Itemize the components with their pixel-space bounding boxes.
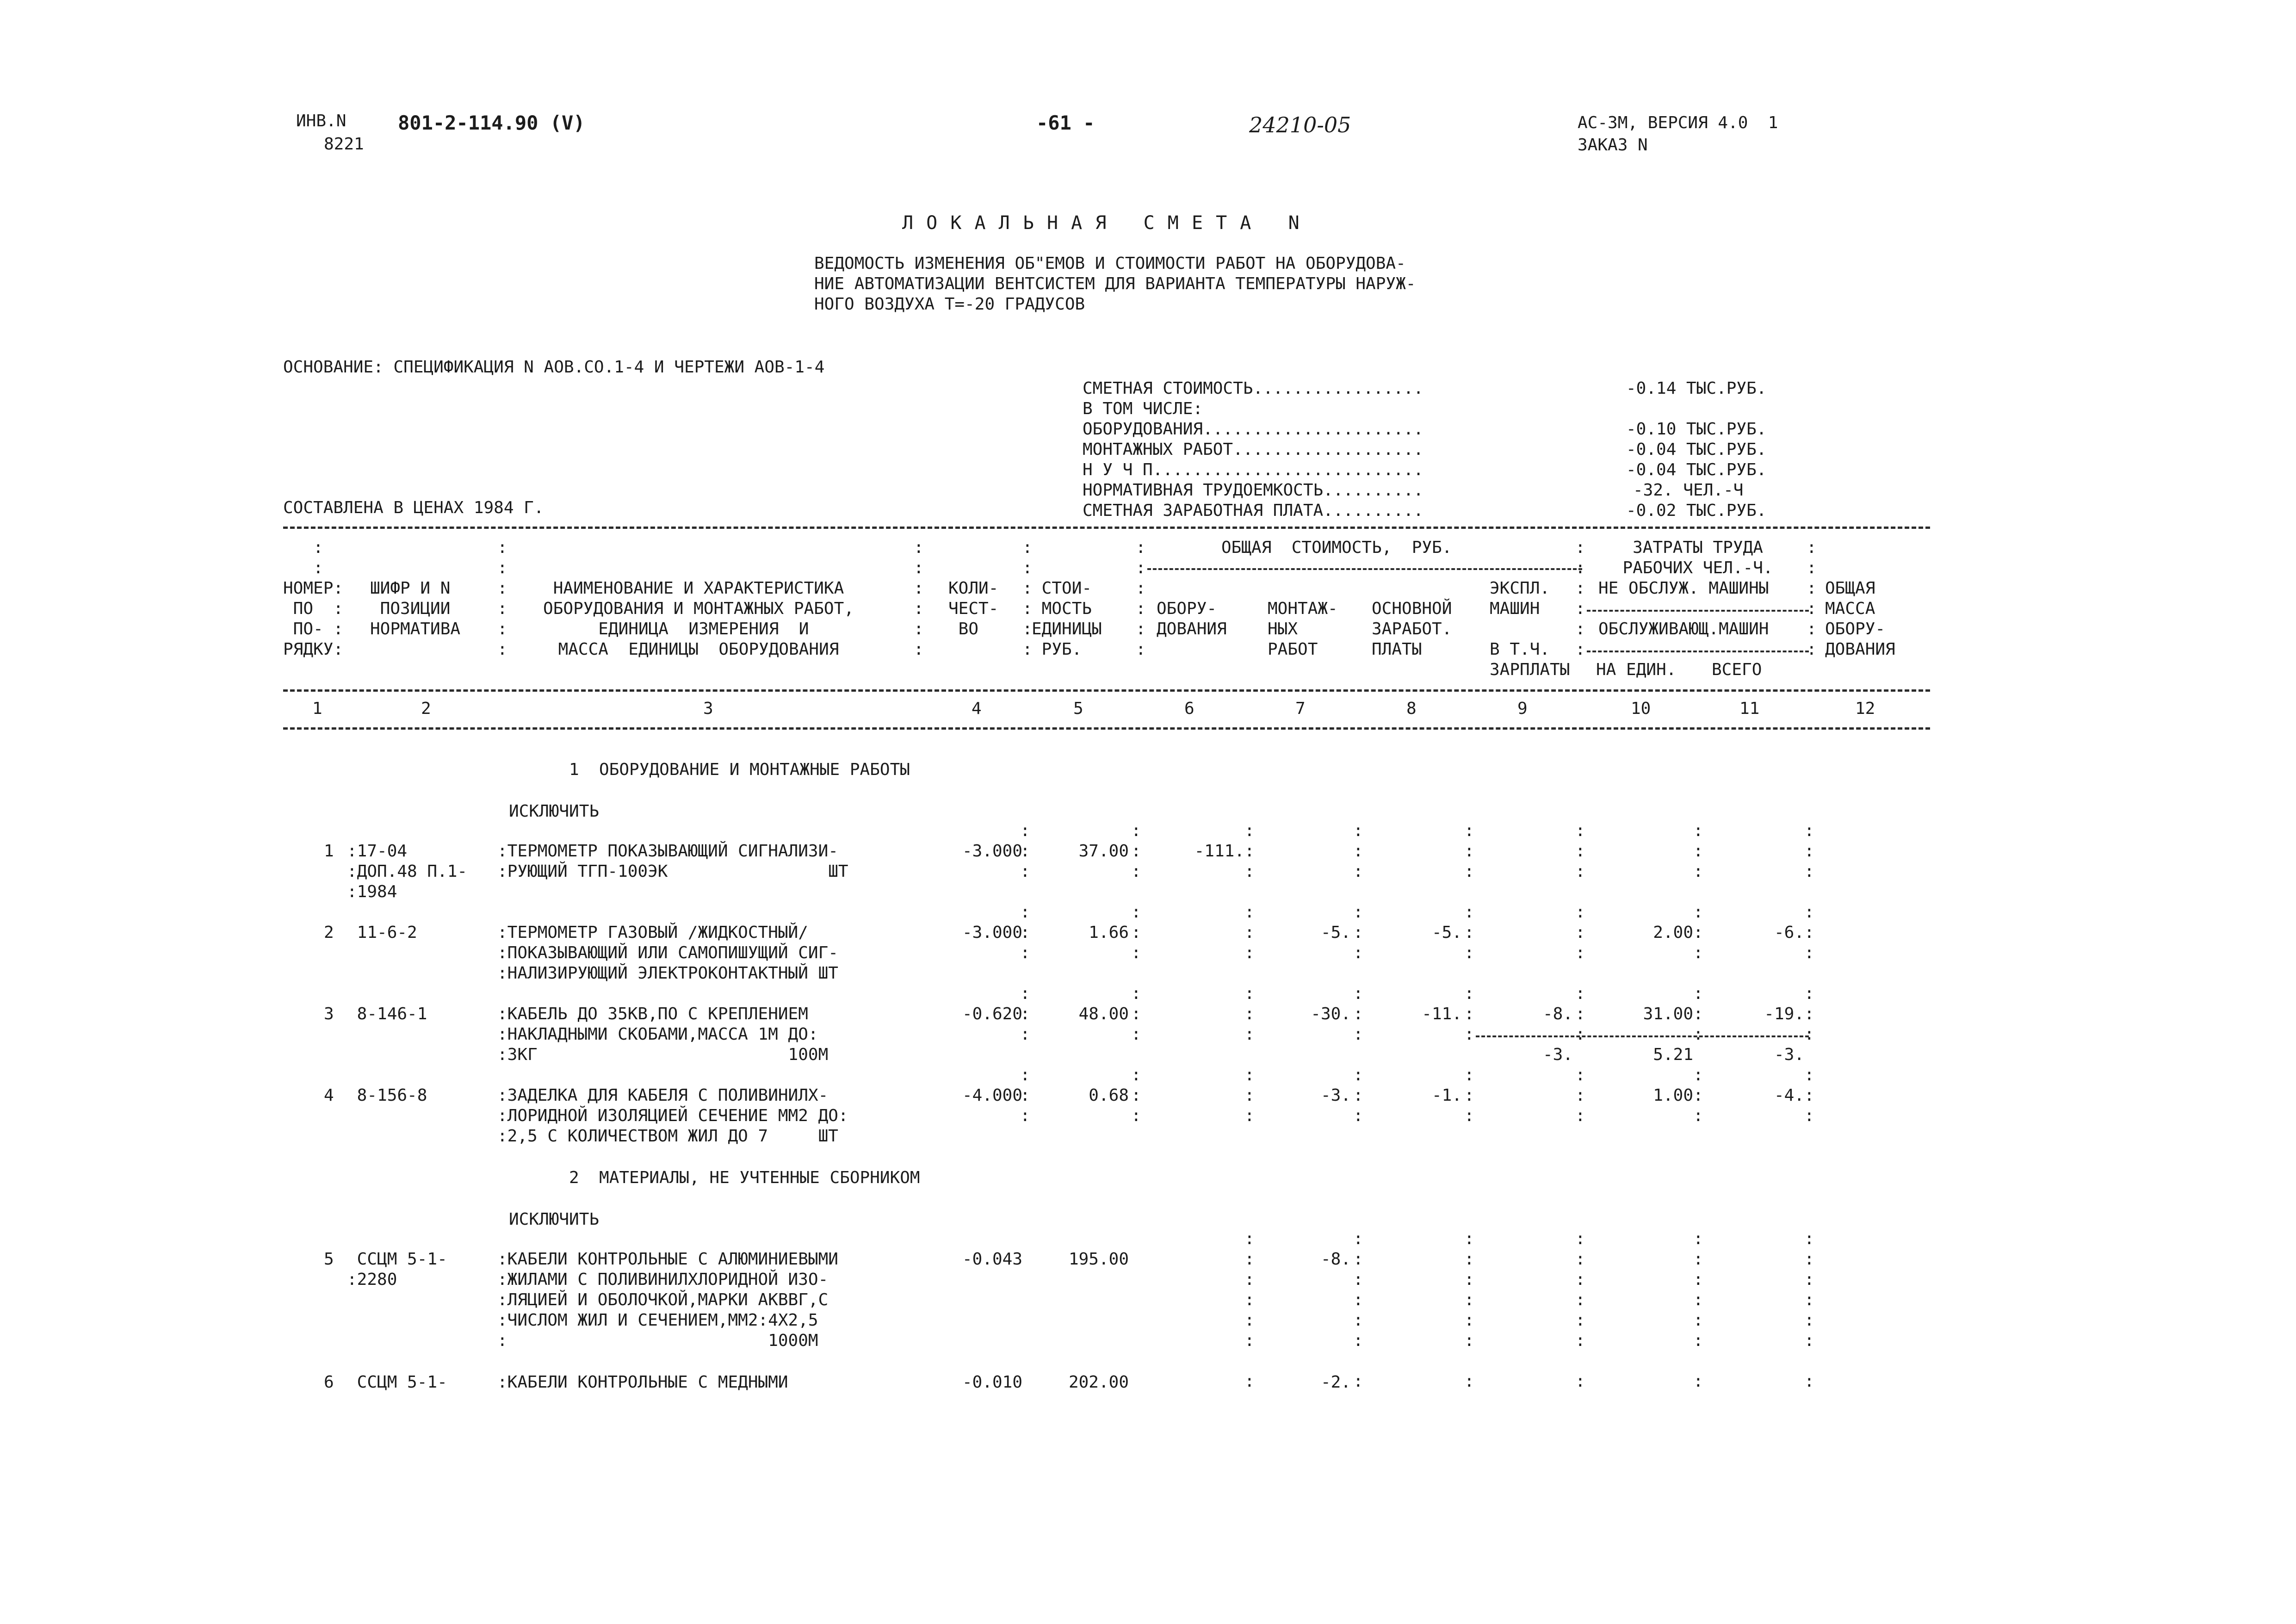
row-code: ССЦМ 5-1- xyxy=(347,1373,447,1392)
header-labor-sub-1: НЕ ОБСЛУЖ. МАШИНЫ xyxy=(1598,579,1769,598)
body-rail: : : : : : : : xyxy=(1353,1229,1363,1391)
column-number: 4 xyxy=(972,699,982,718)
row-wage: -5. xyxy=(1431,923,1462,942)
header-labor-rule-2 xyxy=(1587,651,1809,652)
header-col-4: КОЛИ- ЧЕСТ- ВО xyxy=(948,579,999,638)
row-wage: -1. xyxy=(1431,1086,1462,1105)
row-labor-per-unit: 31.00 xyxy=(1643,1004,1693,1023)
row-name: :КАБЕЛЬ ДО 35КВ,ПО С КРЕПЛЕНИЕМ :НАКЛАДНЫМИ СКОБАМИ,МАССА 1М ДО: :3КГ 100М xyxy=(497,1004,829,1064)
row-sub-rule xyxy=(1476,1035,1809,1037)
row-name: :КАБЕЛИ КОНТРОЛЬНЫЕ С АЛЮМИНИЕВЫМИ :ЖИЛАМИ С ПОЛИВИНИЛХЛОРИДНОЙ ИЗО- :ЛЯЦИЕЙ И ОБОЛОЧКОЙ,МАРКИ АКВВГ,С :ЧИСЛОМ ЖИЛ И СЕЧЕНИЕМ,ММ2:4Х2,5 : 1000М xyxy=(497,1250,838,1350)
summary-value: -0.04 ТЫС.РУБ. xyxy=(1626,440,1767,459)
column-number: 1 xyxy=(312,699,322,718)
row-labor-total: -6. xyxy=(1774,923,1804,942)
body-rail: : : : : : : : xyxy=(1575,1229,1585,1391)
row-unit-cost: 48.00 xyxy=(1078,1004,1129,1023)
row-number: 2 xyxy=(324,923,334,942)
header-labor-rule xyxy=(1587,610,1809,612)
row-machine-labor-total: -3. xyxy=(1774,1045,1804,1064)
row-quantity: -4.000 xyxy=(962,1086,1022,1105)
header-col-1: : : НОМЕР: ПО : ПО- : РЯДКУ: xyxy=(283,538,344,659)
summary-value: -0.04 ТЫС.РУБ. xyxy=(1626,460,1767,479)
header-col-10: НА ЕДИН. xyxy=(1596,660,1677,679)
header-col-11: ВСЕГО xyxy=(1712,660,1762,679)
row-name: :КАБЕЛИ КОНТРОЛЬНЫЕ С МЕДНЫМИ xyxy=(497,1373,788,1392)
document-subtitle-line-3: НОГО ВОЗДУХА Т=-20 ГРАДУСОВ xyxy=(814,295,1085,314)
summary-value: -0.02 ТЫС.РУБ. xyxy=(1626,501,1767,520)
header-col-3: НАИМЕНОВАНИЕ И ХАРАКТЕРИСТИКА ОБОРУДОВАНИЯ И МОНТАЖНЫХ РАБОТ, ЕДИНИЦА ИЗМЕРЕНИЯ И МАССА ЕДИНИЦЫ ОБОРУДОВАНИЯ xyxy=(543,579,854,659)
header-rail: : : : : : : xyxy=(914,538,924,659)
table-header-rule xyxy=(283,689,1930,692)
body-rail: : : : : : : : xyxy=(1693,1229,1703,1391)
row-quantity: -0.010 xyxy=(962,1373,1022,1392)
summary-value: -32. ЧЕЛ.-Ч xyxy=(1633,481,1744,500)
row-code: 11-6-2 xyxy=(347,923,417,942)
row-labor-per-unit: 2.00 xyxy=(1653,923,1693,942)
row-name: :ТЕРМОМЕТР ГАЗОВЫЙ /ЖИДКОСТНЫЙ/ :ПОКАЗЫВАЮЩИЙ ИЛИ САМОПИШУЩИЙ СИГ- :НАЛИЗИРУЮЩИЙ ЭЛЕКТРОКОНТАКТНЫЙ ШТ xyxy=(497,923,838,983)
row-unit-cost: 0.68 xyxy=(1089,1086,1129,1105)
document-title: Л О К А Л Ь Н А Я С М Е Т А N xyxy=(902,212,1300,234)
summary-label: ОБОРУДОВАНИЯ...................... xyxy=(1083,420,1423,439)
column-number: 11 xyxy=(1739,699,1760,718)
row-machine-labor-per-unit: 5.21 xyxy=(1653,1045,1693,1064)
compiled-line: СОСТАВЛЕНА В ЦЕНАХ 1984 Г. xyxy=(283,498,544,517)
header-col-7: МОНТАЖ- НЫХ РАБОТ xyxy=(1268,599,1338,659)
header-col-8: ОСНОВНОЙ ЗАРАБОТ. ПЛАТЫ xyxy=(1372,599,1452,659)
row-number: 4 xyxy=(324,1086,334,1105)
body-rail: : : : : : : : : : : : : xyxy=(1464,821,1474,1125)
row-code: 8-146-1 xyxy=(347,1004,427,1023)
body-rail: : : : : : : : : : : : : xyxy=(1244,821,1255,1125)
body-rail: : : : : : : : : : : : : xyxy=(1693,821,1703,1125)
summary-label: СМЕТНАЯ ЗАРАБОТНАЯ ПЛАТА.......... xyxy=(1083,501,1423,520)
column-number: 6 xyxy=(1184,699,1194,718)
header-rail: : : : : : : xyxy=(1807,538,1817,659)
header-rail: : : : : : : xyxy=(1136,538,1146,659)
summary-label: МОНТАЖНЫХ РАБОТ................... xyxy=(1083,440,1423,459)
body-rail: : : : : : : : xyxy=(1804,1229,1814,1391)
project-code: 801-2-114.90 (V) xyxy=(398,112,585,134)
header-col-12: ОБЩАЯ МАССА ОБОРУ- ДОВАНИЯ xyxy=(1825,579,1895,659)
header-group-cost-rule xyxy=(1147,568,1582,570)
document-subtitle-line-1: ВЕДОМОСТЬ ИЗМЕНЕНИЯ ОБ"ЕМОВ И СТОИМОСТИ РАБОТ НА ОБОРУДОВА- xyxy=(814,254,1406,273)
basis-line: ОСНОВАНИЕ: СПЕЦИФИКАЦИЯ N АОВ.СО.1-4 И ЧЕРТЕЖИ АОВ-1-4 xyxy=(283,358,825,377)
column-number: 5 xyxy=(1073,699,1083,718)
table-numbers-rule xyxy=(283,727,1930,730)
table-top-rule xyxy=(283,527,1930,529)
row-labor-total: -4. xyxy=(1774,1086,1804,1105)
document-subtitle-line-2: НИЕ АВТОМАТИЗАЦИИ ВЕНТСИСТЕМ ДЛЯ ВАРИАНТА ТЕМПЕРАТУРЫ НАРУЖ- xyxy=(814,274,1416,293)
summary-label: СМЕТНАЯ СТОИМОСТЬ................. xyxy=(1083,379,1423,398)
header-col-9: ЭКСПЛ. МАШИН В Т.Ч. ЗАРПЛАТЫ xyxy=(1490,579,1570,679)
column-number: 8 xyxy=(1406,699,1417,718)
column-number: 9 xyxy=(1517,699,1528,718)
row-equipment-cost: -111. xyxy=(1194,842,1244,861)
summary-label: Н У Ч П........................... xyxy=(1083,460,1423,479)
column-number: 7 xyxy=(1295,699,1306,718)
row-machine-wage: -3. xyxy=(1542,1045,1573,1064)
row-labor-total: -19. xyxy=(1764,1004,1804,1023)
inv-number: 8221 xyxy=(324,135,364,154)
row-number: 1 xyxy=(324,842,334,861)
header-rail: : : : : : : xyxy=(1575,538,1585,659)
row-code: 8-156-8 xyxy=(347,1086,427,1105)
body-rail: : : : : : : : : : : : : xyxy=(1353,821,1363,1125)
header-group-labor: ЗАТРАТЫ ТРУДА РАБОЧИХ ЧЕЛ.-Ч. xyxy=(1622,538,1773,577)
row-number: 3 xyxy=(324,1004,334,1023)
summary-value: -0.10 ТЫС.РУБ. xyxy=(1626,420,1767,439)
row-wage: -11. xyxy=(1422,1004,1462,1023)
header-col-2: ШИФР И N ПОЗИЦИИ НОРМАТИВА xyxy=(370,579,461,638)
page-number: -61 - xyxy=(1036,112,1095,134)
row-quantity: -3.000 xyxy=(962,842,1022,861)
summary-label: НОРМАТИВНАЯ ТРУДОЕМКОСТЬ.......... xyxy=(1083,481,1423,500)
row-code: ССЦМ 5-1- :2280 xyxy=(347,1250,447,1289)
row-quantity: -0.620 xyxy=(962,1004,1022,1023)
row-name: :ЗАДЕЛКА ДЛЯ КАБЕЛЯ С ПОЛИВИНИЛХ- :ЛОРИДНОЙ ИЗОЛЯЦИЕЙ СЕЧЕНИЕ ММ2 ДО: :2,5 С КОЛИЧЕСТВОМ ЖИЛ ДО 7 ШТ xyxy=(497,1086,848,1146)
column-number: 3 xyxy=(703,699,713,718)
row-mounting-cost: -5. xyxy=(1320,923,1351,942)
row-unit-cost: 202.00 xyxy=(1068,1373,1129,1392)
handwritten-code: 24210-05 xyxy=(1249,112,1351,137)
row-mounting-cost: -8. xyxy=(1320,1250,1351,1269)
summary-label: В ТОМ ЧИСЛЕ: xyxy=(1083,399,1203,418)
body-rail: : : : : : : : : : : : : xyxy=(1020,821,1030,1125)
section-action: ИСКЛЮЧИТЬ xyxy=(509,1210,600,1229)
row-mounting-cost: -30. xyxy=(1311,1004,1351,1023)
header-col-5: СТОИ- МОСТЬ ЕДИНИЦЫ РУБ. xyxy=(1032,579,1102,659)
header-labor-sub-2: ОБСЛУЖИВАЮЩ.МАШИН xyxy=(1598,620,1769,638)
header-rail: : : : : : : xyxy=(497,538,507,659)
column-number: 2 xyxy=(421,699,431,718)
section-action: ИСКЛЮЧИТЬ xyxy=(509,802,600,821)
row-unit-cost: 1.66 xyxy=(1089,923,1129,942)
body-rail: : : : : : : : : : : : : xyxy=(1131,821,1141,1125)
row-quantity: -3.000 xyxy=(962,923,1022,942)
header-col-6: ОБОРУ- ДОВАНИЯ xyxy=(1157,599,1227,638)
body-rail: : : : : : : : xyxy=(1464,1229,1474,1391)
row-labor-per-unit: 1.00 xyxy=(1653,1086,1693,1105)
inv-label: ИНВ.N xyxy=(296,112,347,130)
row-mounting-cost: -2. xyxy=(1320,1373,1351,1392)
row-name: :ТЕРМОМЕТР ПОКАЗЫВАЮЩИЙ СИГНАЛИЗИ- :РУЮЩИЙ ТГП-100ЭК ШТ xyxy=(497,842,848,881)
body-rail: : : : : : : : xyxy=(1244,1229,1255,1391)
section-title: 1 ОБОРУДОВАНИЕ И МОНТАЖНЫЕ РАБОТЫ xyxy=(569,760,910,779)
body-rail: : : : : : : : : : : : : xyxy=(1804,821,1814,1125)
header-group-cost: ОБЩАЯ СТОИМОСТЬ, РУБ. xyxy=(1221,538,1452,557)
body-rail: : : : : : : : : : : : : xyxy=(1575,821,1585,1125)
row-machine-cost: -8. xyxy=(1542,1004,1573,1023)
row-number: 5 xyxy=(324,1250,334,1269)
summary-value: -0.14 ТЫС.РУБ. xyxy=(1626,379,1767,398)
order-number: ЗАКАЗ N xyxy=(1578,136,1648,155)
row-number: 6 xyxy=(324,1373,334,1392)
row-code: :17-04 :ДОП.48 П.1- :1984 xyxy=(347,842,468,901)
row-unit-cost: 195.00 xyxy=(1068,1250,1129,1269)
row-mounting-cost: -3. xyxy=(1320,1086,1351,1105)
column-number: 12 xyxy=(1855,699,1875,718)
header-rail: : : : : : : xyxy=(1022,538,1033,659)
row-unit-cost: 37.00 xyxy=(1078,842,1129,861)
program-version: АС-3М, ВЕРСИЯ 4.0 1 xyxy=(1578,113,1778,132)
column-number: 10 xyxy=(1631,699,1651,718)
section-title: 2 МАТЕРИАЛЫ, НЕ УЧТЕННЫЕ СБОРНИКОМ xyxy=(569,1168,920,1187)
row-quantity: -0.043 xyxy=(962,1250,1022,1269)
